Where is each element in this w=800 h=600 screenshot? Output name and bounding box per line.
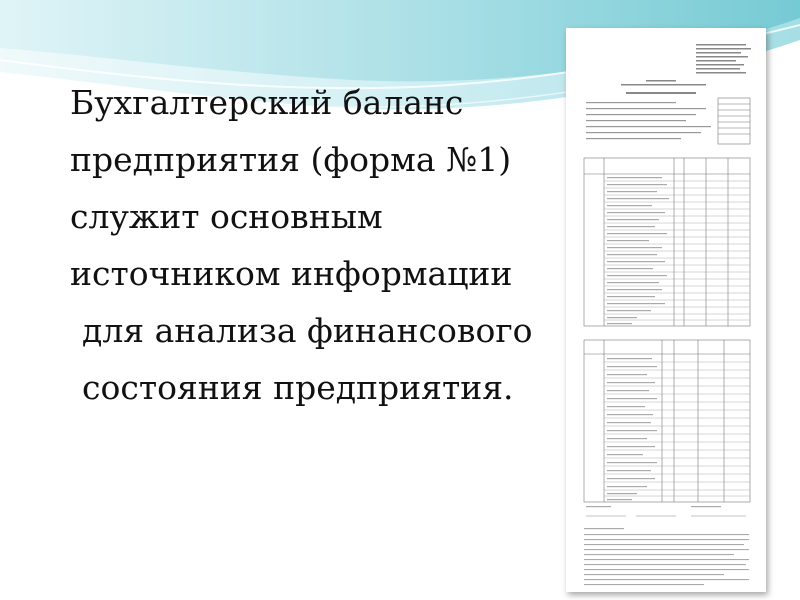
- balance-sheet-form-image: [566, 28, 766, 592]
- text-line-4: источником информации: [70, 254, 513, 293]
- main-text-block: [70, 74, 570, 416]
- text-line-1: Бухгалтерский баланс: [70, 83, 464, 122]
- text-line-3: служит основным: [70, 197, 383, 236]
- text-line-5: для анализа финансового: [82, 311, 533, 350]
- text-line-2: предприятия (форма №1): [70, 140, 512, 179]
- balance-sheet-form-drawing: [566, 28, 766, 592]
- text-line-6: состояния предприятия.: [82, 368, 514, 407]
